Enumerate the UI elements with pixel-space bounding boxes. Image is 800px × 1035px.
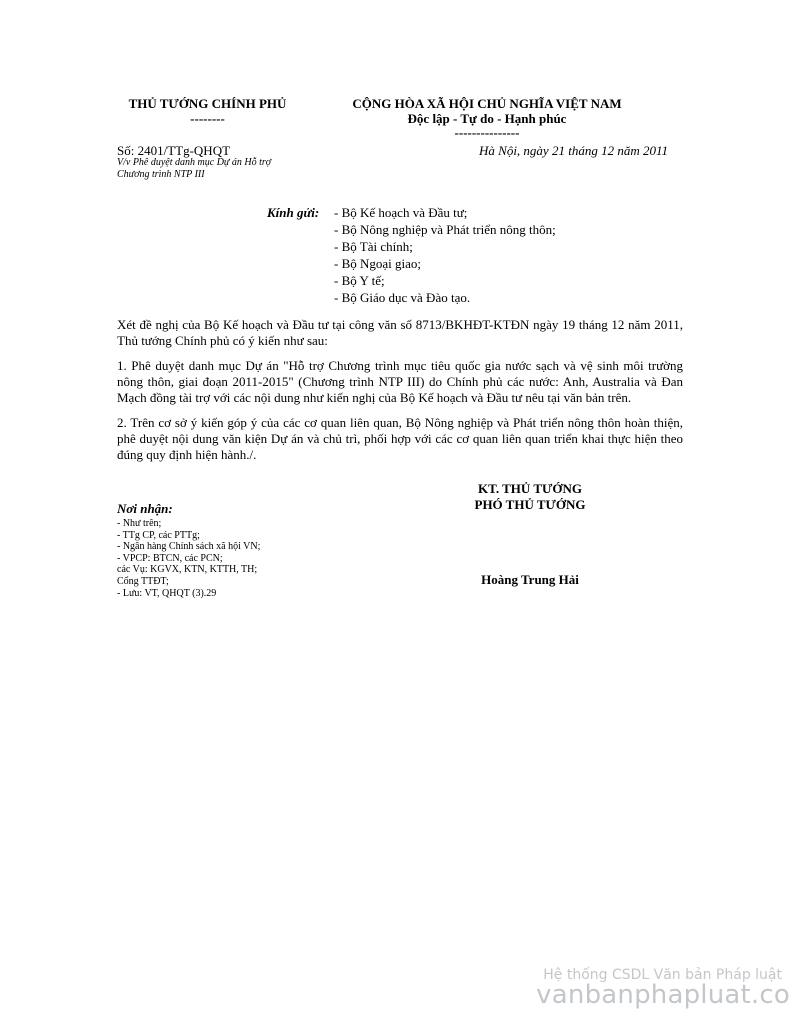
body-paragraph: 1. Phê duyệt danh mục Dự án "Hỗ trợ Chương trình mục tiêu quốc gia nước sạch và vệ sinh môi trường nông thôn, giai đoạn 2011-2015" (Chương trình NTP III) do Chính phủ các nước: Anh, Australia và Đan Mạch đồng tài trợ với các nội dung như kiến nghị của Bộ Kế hoạch và Đầu tư nêu tại văn bản trên. (117, 358, 683, 405)
watermark-caption: Hệ thống CSDL Văn bản Pháp luật (543, 967, 782, 983)
cc-title: Nơi nhận: (117, 501, 173, 516)
body-paragraph: 2. Trên cơ sở ý kiến góp ý của các cơ quan liên quan, Bộ Nông nghiệp và Phát triển nông thôn hoàn thiện, phê duyệt nội dung văn kiện Dự án và chủ trì, phối hợp với các cơ quan liên quan triển khai thực hiện theo đúng quy định hiện hành./. (117, 415, 683, 462)
national-motto: Độc lập - Tự do - Hạnh phúc (407, 111, 567, 126)
cc-item: - VPCP: BTCN, các PCN; (117, 552, 223, 564)
place-date: Hà Nội, ngày 21 tháng 12 năm 2011 (479, 143, 668, 158)
recipient-item: - Bộ Tài chính; (334, 239, 413, 254)
recipient-item: - Bộ Giáo dục và Đào tạo. (334, 290, 471, 305)
cc-item: - TTg CP, các PTTg; (117, 529, 200, 541)
signature-title-line2: PHÓ THỦ TƯỚNG (474, 497, 586, 512)
cc-item: Cổng TTĐT; (117, 575, 169, 587)
watermark-site: vanbanphapluat.co (536, 980, 790, 1010)
motto-divider: --------------- (454, 125, 520, 140)
recipient-item: - Bộ Y tế; (334, 273, 385, 288)
body-paragraph: Xét đề nghị của Bộ Kế hoạch và Đầu tư tại công văn số 8713/BKHĐT-KTĐN ngày 19 tháng 12 năm 2011, Thủ tướng Chính phủ có ý kiến như sau: (117, 317, 683, 348)
document-body (117, 317, 683, 472)
recipient-item: - Bộ Nông nghiệp và Phát triển nông thôn; (334, 222, 556, 237)
recipients-label: Kính gửi: (267, 205, 320, 220)
cc-list (117, 518, 260, 599)
cc-item: - Lưu: VT, QHQT (3).29 (117, 587, 217, 599)
cc-item: - Như trên; (117, 518, 162, 529)
document-number: Số: 2401/TTg-QHQT (117, 143, 231, 158)
document-subject-line2: Chương trình NTP III (117, 169, 205, 180)
recipient-item: - Bộ Kế hoạch và Đầu tư; (334, 205, 468, 220)
cc-item: các Vụ: KGVX, KTN, KTTH, TH; (117, 564, 258, 576)
issuer-divider: -------- (190, 111, 225, 126)
document-subject-line1: V/v Phê duyệt danh mục Dự án Hỗ trợ (117, 157, 272, 168)
signature-title-line1: KT. THỦ TƯỚNG (478, 481, 582, 496)
recipients-list (334, 204, 556, 306)
signer-name: Hoàng Trung Hải (481, 572, 579, 587)
cc-item: - Ngân hàng Chính sách xã hội VN; (117, 541, 261, 553)
recipient-item: - Bộ Ngoại giao; (334, 256, 422, 271)
issuer-name: THỦ TƯỚNG CHÍNH PHỦ (128, 96, 287, 111)
national-title: CỘNG HÒA XÃ HỘI CHỦ NGHĨA VIỆT NAM (352, 96, 622, 111)
